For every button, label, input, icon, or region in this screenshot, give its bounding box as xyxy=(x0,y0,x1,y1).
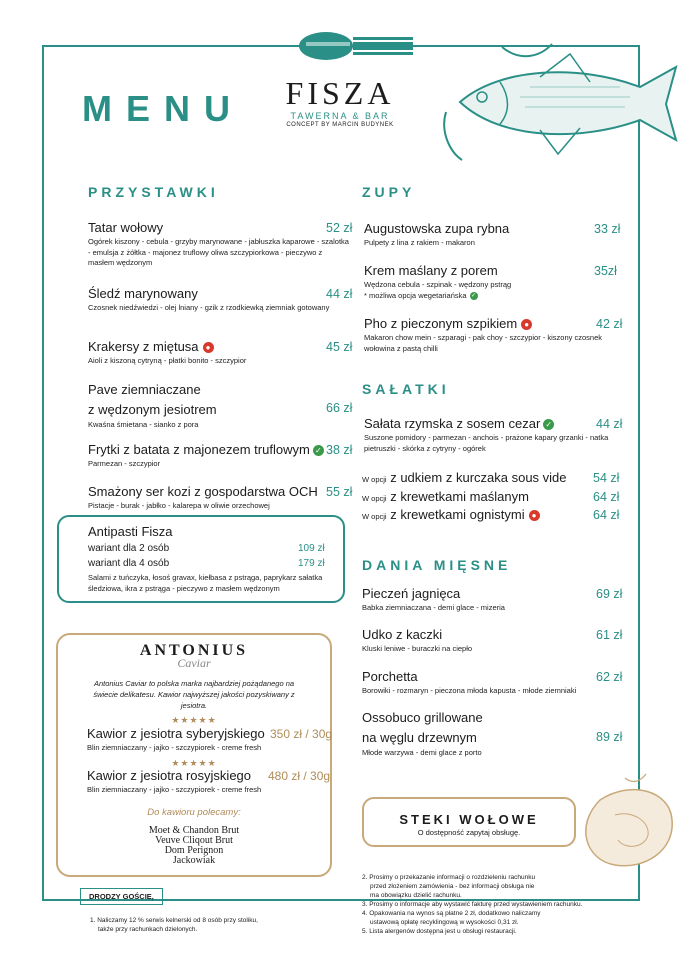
item-price: 35zł xyxy=(594,264,617,278)
item-price: 52 zł xyxy=(326,221,353,235)
caviar-item-name: Kawior z jesiotra rosyjskiego xyxy=(87,768,252,783)
footer-note-line: 4. Opakowania na wynos są płatne 2 zł, dodatkowo naliczamy xyxy=(362,910,541,917)
item-name: Tatar wołowy xyxy=(88,220,164,235)
item-price: 45 zł xyxy=(326,340,353,354)
option-name: z krewetkami maślanym xyxy=(390,489,529,504)
steki-title: STEKI WOŁOWE xyxy=(399,812,539,827)
item-name: Sałata rzymska z sosem cezar xyxy=(364,416,541,431)
item-price: 55 zł xyxy=(326,485,353,499)
item-price: 64 zł xyxy=(593,490,620,504)
drink-item: Jackowiak xyxy=(172,855,216,866)
salad-option xyxy=(362,488,529,508)
leaf-icon: ✓ xyxy=(313,445,324,456)
antipasti-variant-1: wariant dla 2 osób xyxy=(88,543,170,554)
menu-item xyxy=(362,708,624,759)
drink-item: Moet & Chandon Brut xyxy=(148,825,240,836)
item-price: 89 zł xyxy=(596,730,623,744)
chili-pepper-icon: ● xyxy=(529,510,540,521)
footer-note-line: 2. Prosimy o przekazanie informacji o rozdzieleniu rachunku xyxy=(362,874,536,881)
caviar-intro: Antonius Caviar to polska marka najbardziej pożądanego na świecie delikatesu. Kawior najwyższej jakości pozyskiwany z jesiotra. xyxy=(93,679,295,710)
menu-item xyxy=(88,441,353,470)
section-title-salatki: SAŁATKI xyxy=(362,381,450,397)
menu-item xyxy=(362,585,624,614)
option-label: W opcji xyxy=(362,512,387,521)
antipasti-description: Salami z tuńczyka, łosoś gravax, kiełbasa z pstrąga, paprykarz sałatka śledziowa, ikra z pstrąga - pieczywo z masłem wędzonym xyxy=(88,573,323,593)
caviar-item-price: 350 zł / 30g xyxy=(270,727,333,741)
item-price: 61 zł xyxy=(596,628,623,642)
option-name: z udkiem z kurczaka sous vide xyxy=(390,470,567,485)
fork-logo-icon xyxy=(298,30,418,62)
menu-item xyxy=(364,415,626,454)
item-description: Parmezan - szczypior xyxy=(88,459,161,468)
footer-note-line: ma obowiązku dzielić rachunku. xyxy=(370,892,462,899)
item-price: 66 zł xyxy=(326,401,353,415)
item-name: Porchetta xyxy=(362,669,418,684)
brand-logo xyxy=(278,76,402,128)
caviar-item-description: Blin ziemniaczany - jajko - szczypiorek - creme fresh xyxy=(87,743,262,752)
caviar-rating-stars: ★★★★★ xyxy=(171,758,217,768)
item-description: Makaron chow mein - szparagi - pak choy - szczypior - kiszony czosnek wołowina z pastą chilli xyxy=(364,333,603,353)
item-price: 33 zł xyxy=(594,222,621,236)
option-label: W opcji xyxy=(362,475,387,484)
menu-item xyxy=(88,483,353,512)
option-label: W opcji xyxy=(362,494,387,503)
item-name: Smażony ser kozi z gospodarstwa OCH xyxy=(88,484,318,499)
item-description: Kwaśna śmietana - sianko z pora xyxy=(88,420,199,429)
chili-pepper-icon: ● xyxy=(203,342,214,353)
item-price: 64 zł xyxy=(593,508,620,522)
leaf-icon: ✓ xyxy=(543,419,554,430)
menu-item xyxy=(364,315,626,354)
footer-notes-right xyxy=(362,873,642,936)
brand-subtitle: TAWERNA & BAR xyxy=(290,111,390,121)
option-name: z krewetkami ognistymi xyxy=(390,507,525,522)
salad-option xyxy=(362,506,540,526)
item-description: Młode warzywa - demi glace z porto xyxy=(362,748,482,757)
footer-note-1 xyxy=(90,916,310,934)
item-description: Kluski leniwe - buraczki na ciepło xyxy=(362,644,473,653)
caviar-recommend-title: Do kawioru polecamy: xyxy=(147,807,241,818)
steki-subtitle: O dostępność zapytaj obsługę. xyxy=(417,828,521,837)
footer-note-line: 3. Prosimy o informacje aby wystawić fakturę przed wystawieniem rachunku. xyxy=(362,901,583,908)
footer-note-line: 5. Lista alergenów dostępna jest u obsługi restauracji. xyxy=(362,928,517,935)
footer-note-line: 1. Naliczamy 12 % serwis kelnerski od 8 osób przy stoliku, xyxy=(90,917,258,924)
caviar-drinks-list xyxy=(56,826,332,866)
section-title-dania-miesne: DANIA MIĘSNE xyxy=(362,557,512,573)
item-description: Ogórek kiszony - cebula - grzyby marynowane - jabłuszka kaparowe - szalotka - emulsja z żółtka - majonez truflowy oliwa szczypiorkowa - pieczywo z masłem wędzonym xyxy=(88,237,349,267)
item-name: Pave ziemniaczane xyxy=(88,382,201,397)
caviar-brand-sub: Caviar xyxy=(177,656,211,670)
menu-item xyxy=(88,285,353,314)
item-note: * możliwa opcja wegetariańska xyxy=(364,290,467,300)
item-name: Krem maślany z porem xyxy=(364,263,498,278)
menu-item xyxy=(364,262,626,301)
brand-concept: CONCEPT BY MARCIN BUDYNEK xyxy=(286,122,394,128)
footer-note-line: także przy rachunkach dzielonych. xyxy=(98,926,198,933)
section-title-zupy: ZUPY xyxy=(362,184,416,200)
item-description: Pistacje - burak - jabłko - kalarepa w oliwie orzechowej xyxy=(88,501,270,510)
item-name: Krakersy z miętusa xyxy=(88,339,199,354)
footer-note-line: przed złożeniem zamówienia - bez informacji obsługa nie xyxy=(370,883,535,890)
steak-illustration-icon xyxy=(560,770,679,880)
caviar-item-name: Kawior z jesiotra syberyjskiego xyxy=(87,726,265,741)
item-name: Udko z kaczki xyxy=(362,627,443,642)
caviar-brand: ANTONIUS xyxy=(139,642,249,659)
caviar-rating-stars: ★★★★★ xyxy=(171,715,217,725)
menu-item xyxy=(88,219,353,269)
menu-item xyxy=(364,220,626,249)
caviar-item-description: Blin ziemniaczany - jajko - szczypiorek - creme fresh xyxy=(87,785,262,794)
section-title-przystawki: PRZYSTAWKI xyxy=(88,184,219,200)
item-price: 69 zł xyxy=(596,587,623,601)
item-price: 38 zł xyxy=(326,443,353,457)
item-description: Suszone pomidory - parmezan - anchois - prażone kapary grzanki - natka pietruszki - skórka z cytryny - ogórek xyxy=(364,433,609,453)
antipasti-price-1: 109 zł xyxy=(298,543,325,554)
menu-item xyxy=(362,668,624,697)
brand-name: FISZA xyxy=(285,75,395,111)
salad-option xyxy=(362,469,567,489)
footer-note-line: ustawową opłatę recyklingową w wysokości 0,31 zł. xyxy=(370,919,519,926)
guests-label: DRODZY GOŚCIE, xyxy=(80,888,163,905)
drink-item: Veuve Cliqout Brut xyxy=(155,835,233,846)
antipasti-price-2: 179 zł xyxy=(298,558,325,569)
item-description: Aioli z kiszoną cytryną - płatki bonito - szczypior xyxy=(88,356,247,365)
menu-item xyxy=(88,380,353,431)
item-name: Pho z pieczonym szpikiem xyxy=(364,316,518,331)
item-price: 54 zł xyxy=(593,471,620,485)
item-name: Augustowska zupa rybna xyxy=(364,221,510,236)
drink-item: Dom Perignon xyxy=(164,845,224,856)
fish-illustration-icon xyxy=(440,42,679,172)
item-description: Wędzona cebula - szpinak - wędzony pstrąg xyxy=(364,280,512,289)
item-name-line2: na węglu drzewnym xyxy=(362,730,477,745)
item-description: Pulpety z lina z rakiem - makaron xyxy=(364,238,475,247)
menu-item xyxy=(362,626,624,655)
chili-pepper-icon: ● xyxy=(521,319,532,330)
item-name: Śledź marynowany xyxy=(88,286,198,301)
item-price: 42 zł xyxy=(596,317,623,331)
menu-item xyxy=(88,338,353,367)
caviar-item-price: 480 zł / 30g xyxy=(268,769,331,783)
item-description: Borowiki - rozmaryn - pieczona młoda kapusta - młode ziemniaki xyxy=(362,686,577,695)
item-description: Babka ziemniaczana - demi glace - mizeria xyxy=(362,603,505,612)
item-name-line2: z wędzonym jesiotrem xyxy=(88,402,217,417)
item-description: Czosnek niedźwiedzi - olej lniany - gzik z rzodkiewką ziemniak gotowany xyxy=(88,303,330,312)
antipasti-title: Antipasti Fisza xyxy=(88,524,173,539)
menu-title: MENU xyxy=(82,88,244,129)
item-price: 62 zł xyxy=(596,670,623,684)
item-name: Ossobuco grillowane xyxy=(362,710,483,725)
item-name: Frytki z batata z majonezem truflowym xyxy=(88,442,310,457)
item-name: Pieczeń jagnięca xyxy=(362,586,461,601)
leaf-icon: ✓ xyxy=(471,292,477,299)
item-price: 44 zł xyxy=(326,287,353,301)
item-price: 44 zł xyxy=(596,417,623,431)
antipasti-variant-2: wariant dla 4 osób xyxy=(88,558,170,569)
